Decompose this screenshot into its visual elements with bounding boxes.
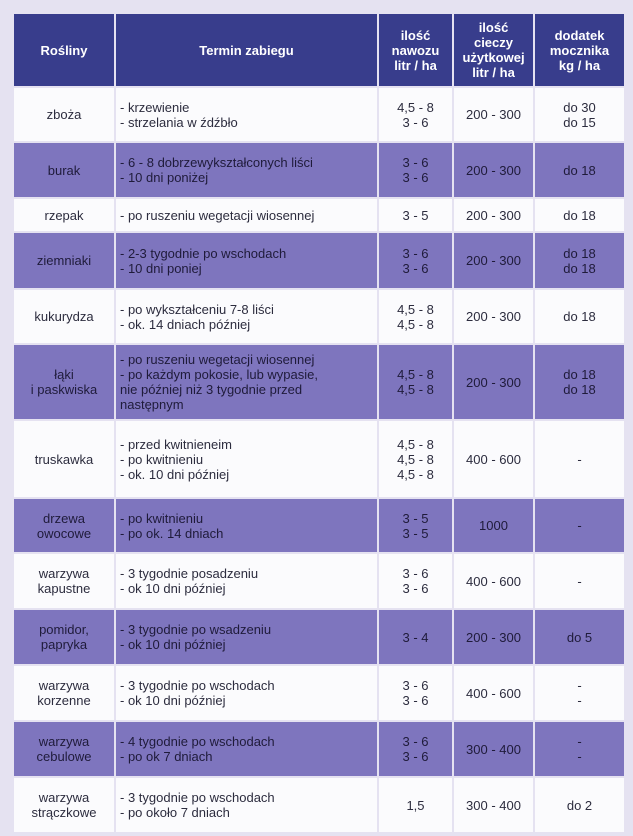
- urea-cell: [534, 665, 625, 721]
- cell-line: 3 - 6: [402, 170, 429, 185]
- cell-line: -: [577, 749, 582, 764]
- header-urea: dodatek mocznika kg / ha: [534, 13, 625, 87]
- table-row: [13, 344, 625, 420]
- plant-cell: [13, 198, 115, 232]
- urea-cell: [534, 553, 625, 609]
- cell-line: -: [577, 734, 582, 749]
- term-cell: [115, 420, 378, 498]
- table-body: [13, 87, 625, 833]
- plant-cell: [13, 420, 115, 498]
- cell-line: - ok. 10 dni później: [120, 466, 230, 482]
- cell-line: pomidor,: [39, 622, 89, 637]
- plant-cell: [13, 498, 115, 553]
- liquid-cell: [453, 289, 534, 344]
- header-plants: Rośliny: [13, 13, 115, 87]
- cell-line: 3 - 6: [402, 678, 429, 693]
- cell-line: 3 - 6: [402, 566, 429, 581]
- plant-cell: [13, 232, 115, 289]
- cell-line: -: [577, 573, 582, 589]
- cell-line: zboża: [46, 107, 82, 122]
- cell-line: do 18: [563, 382, 596, 397]
- header-row: [13, 13, 625, 87]
- table-row: [13, 553, 625, 609]
- cell-line: 200 - 300: [466, 629, 521, 645]
- cell-line: 400 - 600: [466, 573, 521, 589]
- cell-line: rzepak: [44, 207, 84, 223]
- cell-line: 4,5 - 8: [397, 316, 434, 332]
- cell-line: 4,5 - 8: [397, 99, 434, 115]
- urea-cell: [534, 344, 625, 420]
- cell-line: 200 - 300: [466, 107, 521, 122]
- cell-line: do 2: [566, 797, 593, 813]
- cell-line: - po wykształceniu 7-8 liści: [120, 301, 274, 317]
- cell-line: - ok 10 dni później: [120, 637, 226, 652]
- cell-line: - po każdym pokosie, lub wypasie,: [120, 367, 318, 382]
- cell-line: - 3 tygodnie po wschodach: [120, 790, 275, 805]
- term-cell: [115, 87, 378, 142]
- table-row: [13, 232, 625, 289]
- cell-line: -: [577, 693, 582, 708]
- cell-line: 200 - 300: [466, 309, 521, 324]
- plant-cell: [13, 665, 115, 721]
- cell-line: strączkowe: [31, 805, 97, 820]
- cell-line: papryka: [40, 637, 88, 652]
- cell-line: 4,5 - 8: [397, 436, 434, 452]
- plant-cell: [13, 87, 115, 142]
- urea-cell: [534, 232, 625, 289]
- cell-line: - po kwitnieniu: [120, 451, 204, 467]
- cell-line: do 18: [563, 309, 596, 324]
- cell-line: do 18: [563, 162, 596, 178]
- cell-line: korzenne: [37, 693, 91, 708]
- table-row: [13, 665, 625, 721]
- cell-line: 300 - 400: [466, 797, 521, 813]
- cell-line: - krzewienie: [120, 99, 190, 115]
- fert-cell: [378, 420, 453, 498]
- liquid-cell: [453, 609, 534, 665]
- liquid-cell: [453, 777, 534, 833]
- table-row: [13, 87, 625, 142]
- cell-line: warzywa: [38, 734, 90, 749]
- cell-line: 300 - 400: [466, 741, 521, 757]
- cell-line: 1000: [479, 518, 508, 533]
- cell-line: do 18: [563, 245, 596, 261]
- liquid-cell: [453, 142, 534, 198]
- cell-line: 200 - 300: [466, 162, 521, 178]
- cell-line: - po ruszeniu wegetacji wiosennej: [120, 207, 315, 223]
- cell-line: nie później niż 3 tygodnie przed: [120, 382, 303, 397]
- term-cell: [115, 721, 378, 777]
- liquid-cell: [453, 344, 534, 420]
- cell-line: 1,5: [406, 797, 425, 813]
- cell-line: 3 - 6: [402, 693, 429, 708]
- cell-line: burak: [47, 162, 81, 178]
- cell-line: do 5: [566, 629, 593, 645]
- plant-cell: [13, 721, 115, 777]
- cell-line: -: [577, 451, 582, 467]
- cell-line: - po kwitnieniu: [120, 510, 204, 526]
- cell-line: do 18: [563, 367, 596, 382]
- cell-line: - 10 dni poniżej: [120, 170, 209, 185]
- cell-line: - 3 tygodnie po wsadzeniu: [120, 622, 272, 637]
- cell-line: 3 - 6: [402, 581, 429, 596]
- term-cell: [115, 498, 378, 553]
- cell-line: 3 - 5: [402, 207, 429, 223]
- cell-line: 4,5 - 8: [397, 367, 434, 382]
- header-liquid: ilość cieczy użytkowej litr / ha: [453, 13, 534, 87]
- cell-line: 3 - 6: [402, 245, 429, 261]
- cell-line: -: [577, 678, 582, 693]
- urea-cell: [534, 609, 625, 665]
- cell-line: 3 - 6: [402, 114, 429, 130]
- table-row: [13, 420, 625, 498]
- term-cell: [115, 609, 378, 665]
- fert-cell: [378, 721, 453, 777]
- cell-line: cebulowe: [36, 749, 92, 764]
- cell-line: 4,5 - 8: [397, 466, 434, 482]
- cell-line: i paskwiska: [30, 382, 98, 397]
- cell-line: - po ok 7 dniach: [120, 749, 213, 764]
- cell-line: - po około 7 dniach: [120, 805, 230, 820]
- cell-line: 3 - 4: [402, 629, 429, 645]
- table-row: [13, 498, 625, 553]
- header-fert: ilość nawozu litr / ha: [378, 13, 453, 87]
- cell-line: truskawka: [34, 451, 94, 467]
- cell-line: do 18: [563, 207, 596, 223]
- cell-line: - 6 - 8 dobrzewykształconych liści: [120, 155, 313, 170]
- cell-line: do 18: [563, 260, 596, 276]
- cell-line: kapustne: [37, 581, 91, 596]
- table-row: [13, 609, 625, 665]
- cell-line: 400 - 600: [466, 451, 521, 467]
- cell-line: 400 - 600: [466, 685, 521, 701]
- cell-line: warzywa: [38, 678, 90, 693]
- cell-line: 3 - 6: [402, 749, 429, 764]
- cell-line: 3 - 5: [402, 525, 429, 541]
- fert-cell: [378, 344, 453, 420]
- fert-cell: [378, 198, 453, 232]
- cell-line: warzywa: [38, 790, 90, 805]
- term-cell: [115, 665, 378, 721]
- cell-line: 200 - 300: [466, 374, 521, 390]
- fert-cell: [378, 665, 453, 721]
- cell-line: 3 - 5: [402, 510, 429, 526]
- plant-cell: [13, 289, 115, 344]
- urea-cell: [534, 777, 625, 833]
- cell-line: - po ok. 14 dniach: [120, 525, 224, 541]
- urea-cell: [534, 198, 625, 232]
- cell-line: ziemniaki: [36, 253, 92, 268]
- cell-line: - 3 tygodnie po wschodach: [120, 678, 275, 693]
- cell-line: do 30: [563, 99, 596, 115]
- fert-cell: [378, 498, 453, 553]
- cell-line: 200 - 300: [466, 207, 521, 223]
- cell-line: 4,5 - 8: [397, 451, 434, 467]
- cell-line: 3 - 6: [402, 260, 429, 276]
- cell-line: 4,5 - 8: [397, 382, 434, 397]
- cell-line: - 10 dni poniej: [120, 260, 202, 276]
- cell-line: - 3 tygodnie posadzeniu: [120, 566, 259, 581]
- plant-cell: [13, 142, 115, 198]
- term-cell: [115, 198, 378, 232]
- term-cell: [115, 553, 378, 609]
- term-cell: [115, 344, 378, 420]
- urea-cell: [534, 721, 625, 777]
- fert-cell: [378, 609, 453, 665]
- fert-cell: [378, 232, 453, 289]
- plant-cell: [13, 553, 115, 609]
- cell-line: drzewa: [43, 510, 85, 526]
- table-row: [13, 198, 625, 232]
- fert-cell: [378, 289, 453, 344]
- cell-line: -: [577, 518, 582, 533]
- urea-cell: [534, 87, 625, 142]
- cell-line: kukurydza: [34, 309, 94, 324]
- term-cell: [115, 232, 378, 289]
- urea-cell: [534, 420, 625, 498]
- liquid-cell: [453, 87, 534, 142]
- cell-line: 3 - 6: [402, 734, 429, 749]
- urea-cell: [534, 289, 625, 344]
- fertilizer-table: [12, 12, 626, 834]
- cell-line: 4,5 - 8: [397, 301, 434, 317]
- cell-line: - przed kwitnieneim: [120, 436, 232, 452]
- liquid-cell: [453, 721, 534, 777]
- cell-line: - ok 10 dni później: [120, 693, 226, 708]
- cell-line: następnym: [120, 397, 184, 412]
- table-row: [13, 721, 625, 777]
- urea-cell: [534, 142, 625, 198]
- liquid-cell: [453, 498, 534, 553]
- cell-line: 200 - 300: [466, 253, 521, 268]
- table-row: [13, 142, 625, 198]
- cell-line: do 15: [563, 114, 596, 130]
- cell-line: łąki: [54, 367, 74, 382]
- cell-line: owocowe: [36, 525, 92, 541]
- urea-cell: [534, 498, 625, 553]
- table-row: [13, 777, 625, 833]
- liquid-cell: [453, 665, 534, 721]
- cell-line: - ok. 14 dniach później: [120, 316, 251, 332]
- cell-line: - strzelania w źdźbło: [120, 114, 238, 130]
- fert-cell: [378, 777, 453, 833]
- cell-line: - 4 tygodnie po wschodach: [120, 734, 275, 749]
- table-row: [13, 289, 625, 344]
- cell-line: warzywa: [38, 566, 90, 581]
- fert-cell: [378, 553, 453, 609]
- fert-cell: [378, 87, 453, 142]
- liquid-cell: [453, 420, 534, 498]
- liquid-cell: [453, 553, 534, 609]
- term-cell: [115, 289, 378, 344]
- liquid-cell: [453, 232, 534, 289]
- cell-line: - 2-3 tygodnie po wschodach: [120, 245, 287, 261]
- header-term: Termin zabiegu: [115, 13, 378, 87]
- cell-line: - ok 10 dni później: [120, 581, 226, 596]
- plant-cell: [13, 609, 115, 665]
- fert-cell: [378, 142, 453, 198]
- cell-line: 3 - 6: [402, 155, 429, 170]
- plant-cell: [13, 777, 115, 833]
- cell-line: - po ruszeniu wegetacji wiosennej: [120, 352, 315, 367]
- liquid-cell: [453, 198, 534, 232]
- term-cell: [115, 142, 378, 198]
- plant-cell: [13, 344, 115, 420]
- term-cell: [115, 777, 378, 833]
